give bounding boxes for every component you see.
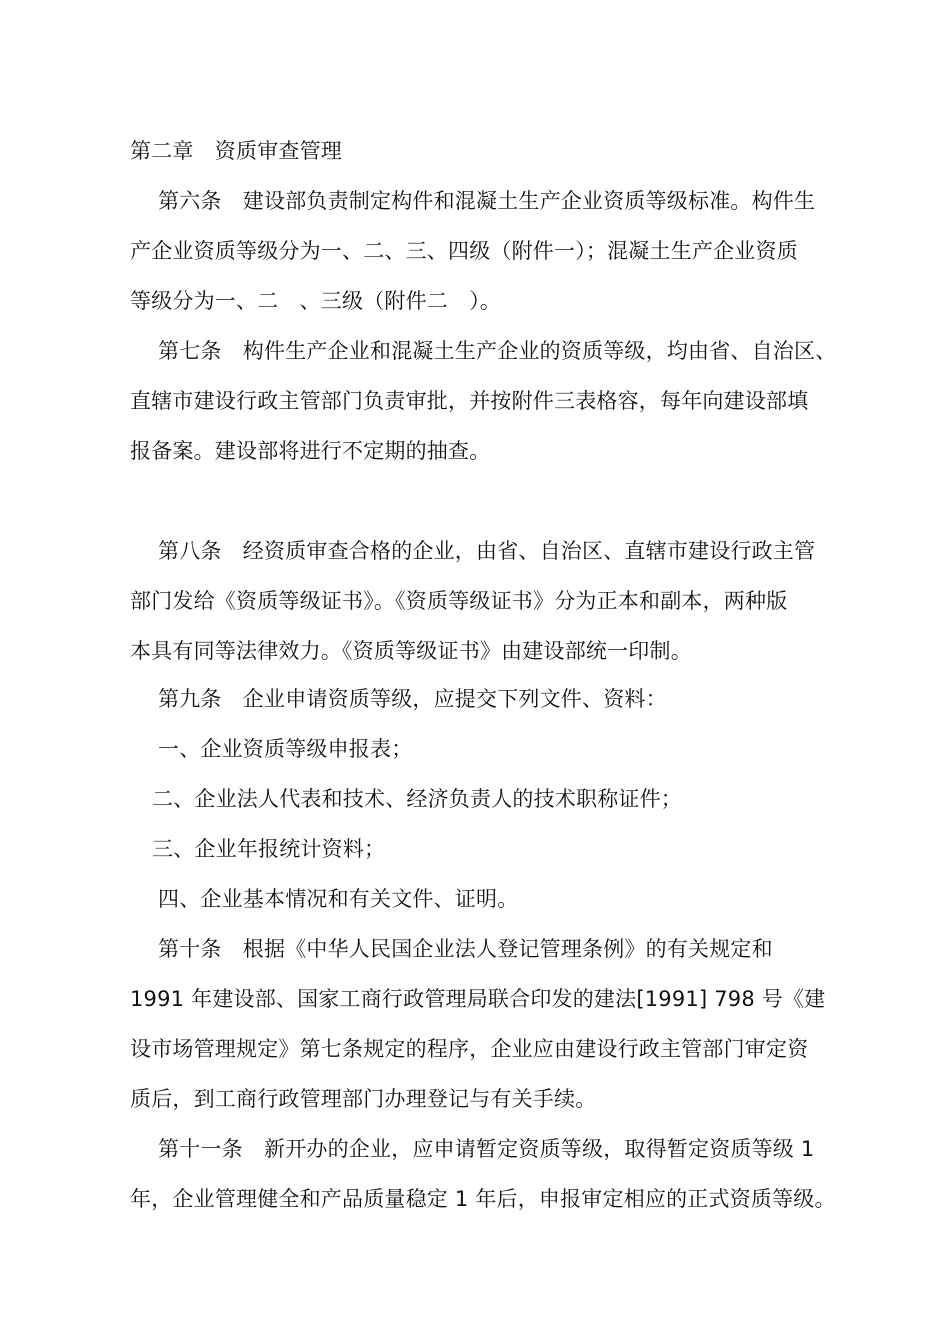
- article-8-line-3: 本具有同等法律效力。《资质等级证书》由建设部统一印制。: [130, 639, 692, 663]
- list-item-2: 二、企业法人代表和技术、经济负责人的技术职称证件；: [152, 787, 682, 811]
- article-6-line-1: 第六条 建设部负责制定构件和混凝土生产企业资质等级标准。构件生: [158, 189, 816, 213]
- article-10-line-1: 第十条 根据《中华人民国企业法人登记管理条例》的有关规定和: [158, 937, 773, 961]
- article-6-line-3: 等级分为一、二 、三级（附件二 ）。: [130, 289, 502, 313]
- list-item-1: 一、企业资质等级申报表；: [158, 737, 413, 761]
- article-6-line-2: 产企业资质等级分为一、二、三、四级（附件一）；混凝土生产企业资质: [130, 239, 798, 263]
- article-8-line-1: 第八条 经资质审查合格的企业，由省、自治区、直辖市建设行政主管: [158, 539, 816, 563]
- list-item-4: 四、企业基本情况和有关文件、证明。: [158, 887, 519, 911]
- article-8-line-2: 部门发给《资质等级证书》。《资质等级证书》分为正本和副本，两种版: [130, 589, 788, 613]
- article-11-line-2: 年，企业管理健全和产品质量稳定 1 年后，申报审定相应的正式资质等级。: [130, 1187, 836, 1211]
- article-7-line-2: 直辖市建设行政主管部门负责审批，并按附件三表格容，每年向建设部填: [130, 389, 809, 413]
- article-11-line-1: 第十一条 新开办的企业，应申请暂定资质等级，取得暂定资质等级 1: [158, 1137, 815, 1161]
- chapter-heading: 第二章 资质审查管理: [130, 139, 342, 163]
- article-7-line-3: 报备案。建设部将进行不定期的抽查。: [130, 439, 491, 463]
- article-9-line-1: 第九条 企业申请资质等级，应提交下列文件、资料：: [158, 687, 667, 711]
- article-7-line-1: 第七条 构件生产企业和混凝土生产企业的资质等级，均由省、自治区、: [158, 339, 837, 363]
- article-10-line-2: 1991 年建设部、国家工商行政管理局联合印发的建法[1991] 798 号《建: [130, 987, 826, 1011]
- list-item-3: 三、企业年报统计资料；: [152, 837, 386, 861]
- article-10-line-3: 设市场管理规定》第七条规定的程序，企业应由建设行政主管部门审定资: [130, 1037, 809, 1061]
- article-10-line-4: 质后，到工商行政管理部门办理登记与有关手续。: [130, 1087, 597, 1111]
